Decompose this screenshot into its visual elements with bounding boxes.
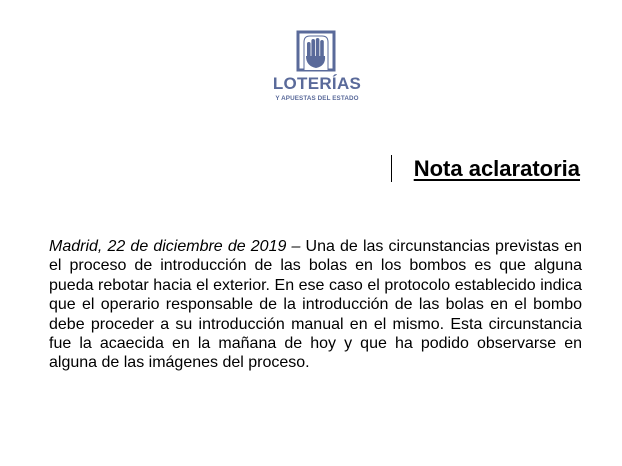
document-title: Nota aclaratoria: [413, 156, 580, 181]
hand-logo-icon: [296, 30, 336, 72]
text-cursor: [391, 155, 392, 182]
dateline: Madrid, 22 de diciembre de 2019 –: [49, 238, 301, 255]
loterias-logo: [262, 30, 372, 106]
document-body: [49, 237, 582, 373]
body-paragraph: Una de las circunstancias previstas en el proceso de introducción de las bolas en los bombos es que alguna pueda rebotar hacia el exterior. En ese caso el protocolo establecido indica que el operario responsable de la introducción de las bolas en el bombo debe proceder a su introducción manual en el mismo. Esta circunstancia fue la acaecida en la mañana de hoy y que ha podido observarse en alguna de las imágenes del proceso.: [49, 238, 583, 372]
logo-name: LOTERÍAS: [272, 74, 362, 93]
logo-tagline: Y APUESTAS DEL ESTADO: [275, 95, 359, 102]
